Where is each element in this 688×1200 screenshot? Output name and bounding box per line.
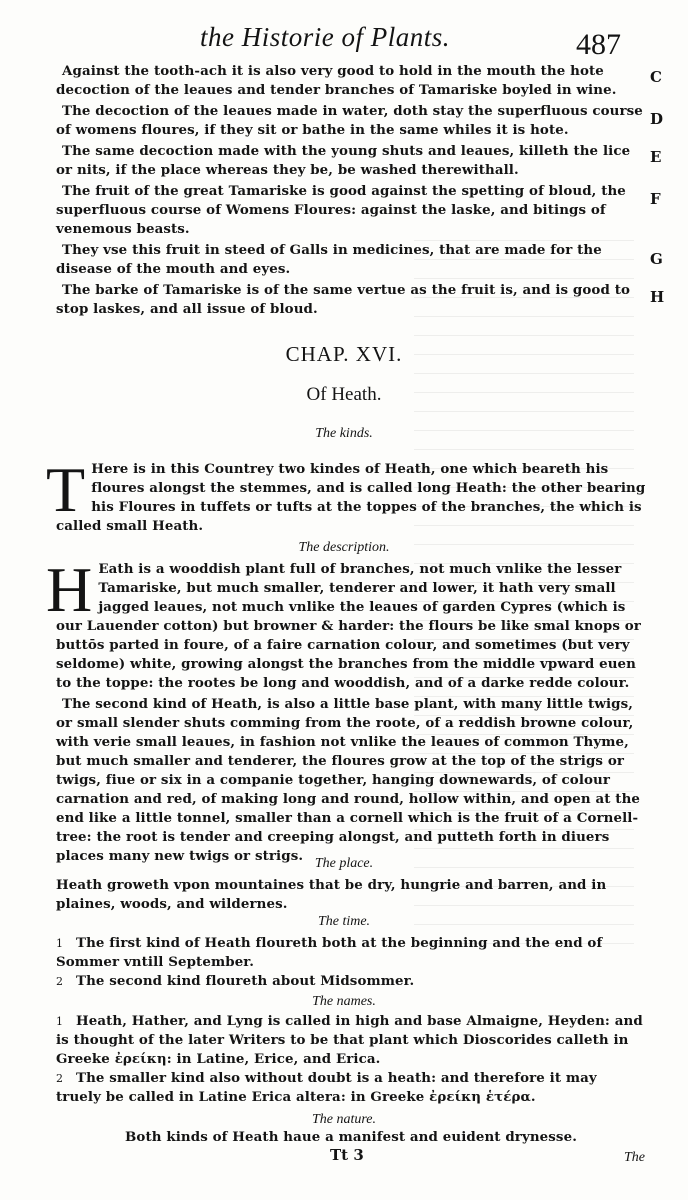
heading-place: The place. (314, 856, 374, 871)
list-item (56, 934, 646, 972)
description-first-text: Eath is a wooddish plant full of branches, not much vnlike the lesser Tamariske, but much smaller, tenderer and lower, it hath very small jagged leaues, not much vnlike the leaues of garden Cypres (which is our Lauender cotton) but browner & harder: the flours be like smal knops or buttōs parted in foure, of a faire carnation colour, and sometimes (but very seldome) white, growing alongst the branches from the middle vpward euen to the toppe: the rootes be long and wooddish, and of a darke redde colour. (56, 561, 641, 691)
heading-kinds: The kinds. (315, 426, 373, 441)
kinds-block (46, 454, 646, 536)
item-text: The second kind floureth about Midsommer. (76, 973, 415, 989)
list-item (56, 1069, 646, 1107)
chapter-number: CHAP. XVI. (285, 342, 403, 366)
item-number: 1 (56, 937, 64, 950)
item-number: 2 (56, 1072, 64, 1085)
item-number: 2 (56, 975, 64, 988)
chapter-title: Of Heath. (306, 384, 382, 405)
time-list (56, 934, 646, 991)
description-first (46, 554, 646, 693)
running-title: the Historie of Plants. (200, 22, 450, 52)
heading-time: The time. (317, 914, 371, 929)
signature-mark: Tt 3 (330, 1146, 364, 1164)
paragraph-toothache: Against the tooth-ach it is also very good to hold in the mouth the hote decoction of the leaues and tender branches of Tamariske boyled in wine. (56, 63, 617, 98)
paragraph-fruit: The fruit of the great Tamariske is good against the spetting of bloud, the superfluous course of Womens Floures: against the laske, and bitings of venemous beasts. (56, 183, 626, 237)
place-text: Heath groweth vpon mountaines that be dry, hungrie and barren, and in plaines, woods, and wildernes. (56, 877, 607, 912)
catchword: The (624, 1150, 645, 1165)
item-number: 1 (56, 1015, 64, 1028)
margin-letter-e: E (650, 148, 662, 166)
dropcap-h: H (46, 554, 93, 625)
heading-names: The names. (312, 994, 376, 1009)
paragraph-decoction: The decoction of the leaues made in water, doth stay the superfluous course of womens floures, if they sit or bathe in the same whiles it is hote. (56, 103, 643, 138)
description-block (46, 554, 646, 868)
heading-nature: The nature. (311, 1112, 377, 1127)
description-second: The second kind of Heath, is also a little base plant, with many little twigs, or small slender shuts comming from the roote, of a reddish browne colour, with verie small leaues, in fashion not vnlike the leaues of common Thyme, but much smaller and tenderer, the floures grow at the top of the strigs or twigs, fiue or six in a companie together, hanging downewards, of colour carnation and red, of making long and round, hollow within, and open at the end like a little tonnel, smaller than a cornell which is the fruit of a Cornell-tree: the root is tender and creeping alongst, and putteth forth in diuers places many new twigs or strigs. (56, 696, 641, 864)
names-list (56, 1012, 646, 1107)
nature-text: Both kinds of Heath haue a manifest and euident drynesse. (125, 1129, 577, 1145)
top-paragraphs (56, 62, 646, 321)
margin-letter-f: F (650, 190, 661, 208)
page-number: 487 (576, 28, 621, 61)
item-text: Heath, Hather, and Lyng is called in high and base Almaigne, Heyden: and is thought of the later Writers to be that plant which Dioscorides calleth in Greeke ἐρείκη: in Latine, Erice, and Erica. (56, 1013, 643, 1067)
item-text: The first kind of Heath floureth both at the beginning and the end of Sommer vntill September. (56, 935, 603, 970)
paragraph-barke: The barke of Tamariske is of the same vertue as the fruit is, and is good to stop laskes, and all issue of bloud. (56, 282, 631, 317)
list-item (56, 1012, 646, 1069)
dropcap-t: T (46, 454, 86, 525)
paragraph-lice: The same decoction made with the young shuts and leaues, killeth the lice or nits, if the place whereas they be, be washed therewithall. (56, 143, 631, 178)
kinds-text: Here is in this Countrey two kindes of Heath, one which beareth his floures alongst the stemmes, and is called long Heath: the other bearing his Floures in tuffets or tufts at the toppes of the branches, the which is called small Heath. (56, 461, 646, 534)
paragraph-galls: They vse this fruit in steed of Galls in medicines, that are made for the disease of the mouth and eyes. (56, 242, 602, 277)
margin-letter-h: H (650, 288, 665, 306)
list-item (56, 972, 646, 991)
item-text: The smaller kind also without doubt is a heath: and therefore it may truely be called in Latine Erica altera: in Greeke ἐρείκη ἑτέρα. (56, 1070, 597, 1105)
margin-letter-g: G (650, 250, 663, 268)
margin-letter-d: D (650, 110, 664, 128)
margin-letter-c: C (650, 68, 662, 86)
heading-description: The description. (298, 540, 390, 555)
